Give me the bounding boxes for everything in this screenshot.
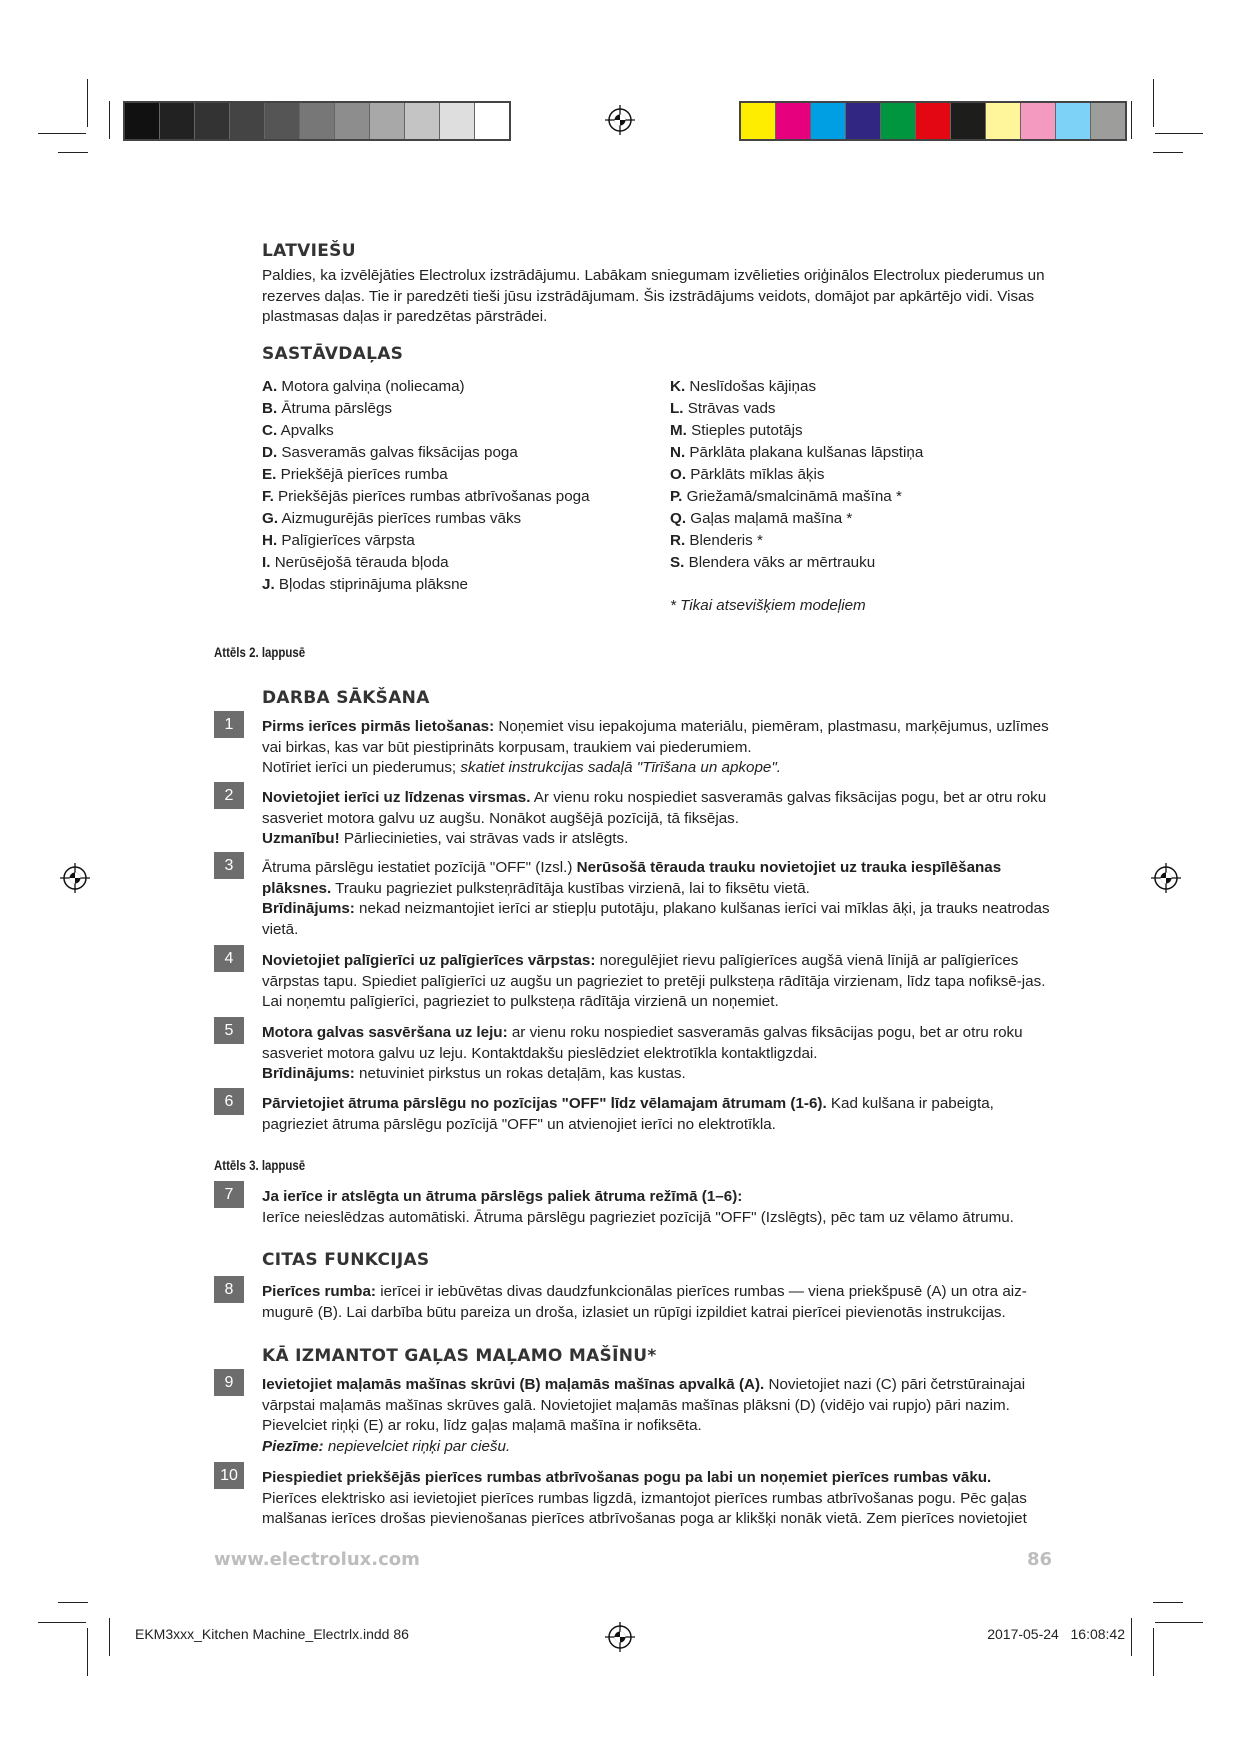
step-text: Novietojiet palīgierīci uz palīgierīces vārpstas: noregulējiet rievu palīgierīces augšā vienā līnijā ar palīgierīces vārpstas tapu. Spiediet palīgierīci uz augšu un pagrieziet to pretēji pulksteņa rādītāja virzienam, līdz tapa nofiksē-jas. Lai noņemtu palīgierīci, pagrieziet to pulksteņa rādītāja virzienā un noņemiet.: [262, 952, 1046, 1010]
color-swatch: [335, 103, 370, 139]
other-functions-title: CITAS FUNKCIJAS: [262, 1250, 430, 1270]
color-swatch: [986, 103, 1021, 139]
crop-mark: [1153, 79, 1154, 127]
color-swatch: [846, 103, 881, 139]
color-swatch: [160, 103, 195, 139]
color-swatch: [300, 103, 335, 139]
grinder-title: KĀ IZMANTOT GAĻAS MAĻAMO MAŠĪNU*: [262, 1346, 657, 1366]
list-item: E. Priekšējā pierīces rumba: [262, 466, 448, 483]
language-title: LATVIEŠU: [262, 241, 356, 261]
crop-mark: [1153, 1602, 1183, 1603]
color-swatch: [440, 103, 475, 139]
color-swatch: [265, 103, 300, 139]
date-slug: 2017-05-24 16:08:42: [987, 1626, 1125, 1642]
color-swatch: [951, 103, 986, 139]
step-badge: 4: [214, 945, 244, 972]
color-swatch: [741, 103, 776, 139]
list-item: O. Pārklāts mīklas āķis: [670, 466, 825, 483]
crop-mark: [38, 1622, 86, 1623]
page-number: 86: [1026, 1549, 1052, 1570]
step-text: Novietojiet ierīci uz līdzenas virsmas. Ar vienu roku nospiediet sasveramās galvas fiksācijas pogu, bet ar otru roku sasveriet motora galvu uz augšu. Nonākot augšējā pozīcijā, tā fiksējas. Uzmanību! Pārliecinieties, vai strāvas vads ir atslēgts.: [262, 789, 1047, 847]
color-swatch: [405, 103, 440, 139]
step-text: Pārvietojiet ātruma pārslēgu no pozīcijas "OFF" līdz vēlamajam ātrumam (1-6). Kad kulšana ir pabeigta, pagrieziet ātruma pārslēgu pozīcijā "OFF" un atvienojiet ierīci no elektrotīkla.: [262, 1095, 994, 1133]
step-badge: 3: [214, 852, 244, 879]
list-item: L. Strāvas vads: [670, 400, 776, 417]
color-swatch: [1056, 103, 1091, 139]
step-text: Piespiediet priekšējās pierīces rumbas atbrīvošanas pogu pa labi un noņemiet pierīces rumbas vāku. Pierīces elektrisko asi ievietojiet pierīces rumbas ligzdā, izmantojot pierīces rumbas atbrīvošanas pogu. Pēc gaļas malšanas ierīces drošas pievienošanas pierīces atbrīvošanas poga ar klikšķi nonāk vietā. Zem pierīces novietojiet: [262, 1469, 1027, 1527]
crop-mark: [58, 152, 88, 153]
step-badge: 1: [214, 711, 244, 738]
crop-mark: [1131, 1618, 1132, 1656]
color-swatch: [916, 103, 951, 139]
figure-reference: Attēls 3. lappusē: [214, 1158, 306, 1173]
color-swatch: [881, 103, 916, 139]
registration-mark-icon: [60, 863, 90, 893]
crop-mark: [1155, 1622, 1203, 1623]
list-item: C. Apvalks: [262, 422, 334, 439]
color-swatch: [230, 103, 265, 139]
list-item: B. Ātruma pārslēgs: [262, 400, 392, 417]
step-text: Pierīces rumba: ierīcei ir iebūvētas divas daudzfunkcionālas pierīces rumbas — viena priekšpusē (A) un otra aiz-mugurē (B). Lai darbība būtu pareiza un droša, izlasiet un rūpīgi izpildiet katrai pierīcei pievienotās instrukcijas.: [262, 1283, 1027, 1321]
list-item: K. Neslīdošas kājiņas: [670, 378, 817, 395]
list-item: R. Blenderis *: [670, 532, 763, 549]
registration-mark-icon: [605, 1622, 635, 1652]
color-swatch: [811, 103, 846, 139]
website-url: www.electrolux.com: [214, 1549, 420, 1570]
list-item: J. Bļodas stiprinājuma plāksne: [262, 576, 469, 593]
components-list-left: [262, 376, 590, 596]
crop-mark: [87, 79, 88, 127]
crop-mark: [38, 133, 86, 134]
crop-mark: [109, 101, 110, 139]
step-text: Ja ierīce ir atslēgta un ātruma pārslēgs paliek ātruma režīmā (1–6): Ierīce neieslēdzas automātiski. Ātruma pārslēgu pagrieziet pozīcijā "OFF" (Izslēgts), pēc tam uz vēlamo ātrumu.: [262, 1188, 1014, 1226]
crop-mark: [1153, 152, 1183, 153]
list-item: S. Blendera vāks ar mērtrauku: [670, 554, 876, 571]
file-slug: EKM3xxx_Kitchen Machine_Electrlx.indd 86: [135, 1626, 409, 1642]
crop-mark: [58, 1602, 88, 1603]
list-item: H. Palīgierīces vārpsta: [262, 532, 415, 549]
crop-mark: [1153, 1628, 1154, 1676]
registration-mark-icon: [605, 105, 635, 135]
step-badge: 2: [214, 782, 244, 809]
crop-mark: [1131, 101, 1132, 139]
step-badge: 6: [214, 1088, 244, 1115]
step-text: Pirms ierīces pirmās lietošanas: Noņemiet visu iepakojuma materiālu, piemēram, plastmasu, marķējumus, uzlīmes vai birkas, kas var būt piestiprināts korpusam, traukiem vai piederumiem. Notīriet ierīci un piederumus; skatiet instrukcijas sadaļā "Tīrīšana un apkope".: [262, 718, 1049, 776]
components-list-right: [670, 376, 923, 574]
intro-paragraph: Paldies, ka izvēlējāties Electrolux izstrādājumu. Labākam sniegumam izvēlieties oriģinālos Electrolux piederumus un rezerves daļas. Tie ir paredzēti tieši jūsu izstrādājumam. Šis izstrādājums veidots, domājot par apkārtējo vidi. Visas plastmasas daļas ir paredzētas pārstrādei.: [262, 267, 1045, 325]
color-swatch: [125, 103, 160, 139]
color-swatch: [475, 103, 509, 139]
getting-started-title: DARBA SĀKŠANA: [262, 688, 430, 708]
step-badge: 5: [214, 1017, 244, 1044]
color-swatch: [1091, 103, 1125, 139]
list-item: I. Nerūsējošā tērauda bļoda: [262, 554, 449, 571]
list-item: A. Motora galviņa (noliecama): [262, 378, 465, 395]
color-swatch: [370, 103, 405, 139]
crop-mark: [1155, 133, 1203, 134]
components-title: SASTĀVDAĻAS: [262, 344, 404, 364]
step-text: Ātruma pārslēgu iestatiet pozīcijā "OFF" (Izsl.) Nerūsošā tērauda trauku novietojiet uz trauka iespīlēšanas plāksnes. Trauku pagrieziet pulksteņrādītāja kustības virzienā, lai to fiksētu vietā. Brīdinājums: nekad neizmantojiet ierīci ar stiepļu putotāju, plakano kulšanas ierīci vai mīklas āķi, ja trauks neatrodas vietā.: [262, 859, 1050, 938]
color-swatch: [776, 103, 811, 139]
step-badge: 8: [214, 1276, 244, 1303]
process-color-bar: [739, 101, 1127, 141]
list-item: M. Stieples putotājs: [670, 422, 803, 439]
crop-mark: [109, 1618, 110, 1656]
crop-mark: [87, 1628, 88, 1676]
color-swatch: [1021, 103, 1056, 139]
list-item: P. Griežamā/smalcināmā mašīna *: [670, 488, 902, 505]
list-item: G. Aizmugurējās pierīces rumbas vāks: [262, 510, 522, 527]
list-item: Q. Gaļas maļamā mašīna *: [670, 510, 853, 527]
step-text: Motora galvas sasvēršana uz leju: ar vienu roku nospiediet sasveramās galvas fiksācijas pogu, bet ar otru roku sasveriet motora galvu uz leju. Kontaktdakšu pieslēdziet elektrotīkla kontaktligzdai. Brīdinājums: netuviniet pirkstus un rokas detaļām, kas kustas.: [262, 1024, 1023, 1082]
list-item: N. Pārklāta plakana kulšanas lāpstiņa: [670, 444, 924, 461]
models-note: * Tikai atsevišķiem modeļiem: [670, 597, 866, 614]
step-badge: 7: [214, 1181, 244, 1208]
step-text: Ievietojiet maļamās mašīnas skrūvi (B) maļamās mašīnas apvalkā (A). Novietojiet nazi (C) pāri četrstūrainajai vārpstai maļamās mašīnas skrūves galā. Novietojiet maļamās mašīnas plāksni (D) (vidējo vai rupjo) pāri nazim. Pievelciet riņķi (E) ar roku, līdz gaļas maļamā mašīna ir nofiksēta. Piezīme: nepievelciet riņķi par ciešu.: [262, 1376, 1026, 1455]
grayscale-color-bar: [123, 101, 511, 141]
color-swatch: [195, 103, 230, 139]
step-badge: 10: [214, 1462, 244, 1489]
registration-mark-icon: [1151, 863, 1181, 893]
list-item: D. Sasveramās galvas fiksācijas poga: [262, 444, 518, 461]
step-badge: 9: [214, 1369, 244, 1396]
list-item: F. Priekšējās pierīces rumbas atbrīvošanas poga: [262, 488, 590, 505]
figure-reference: Attēls 2. lappusē: [214, 645, 306, 660]
